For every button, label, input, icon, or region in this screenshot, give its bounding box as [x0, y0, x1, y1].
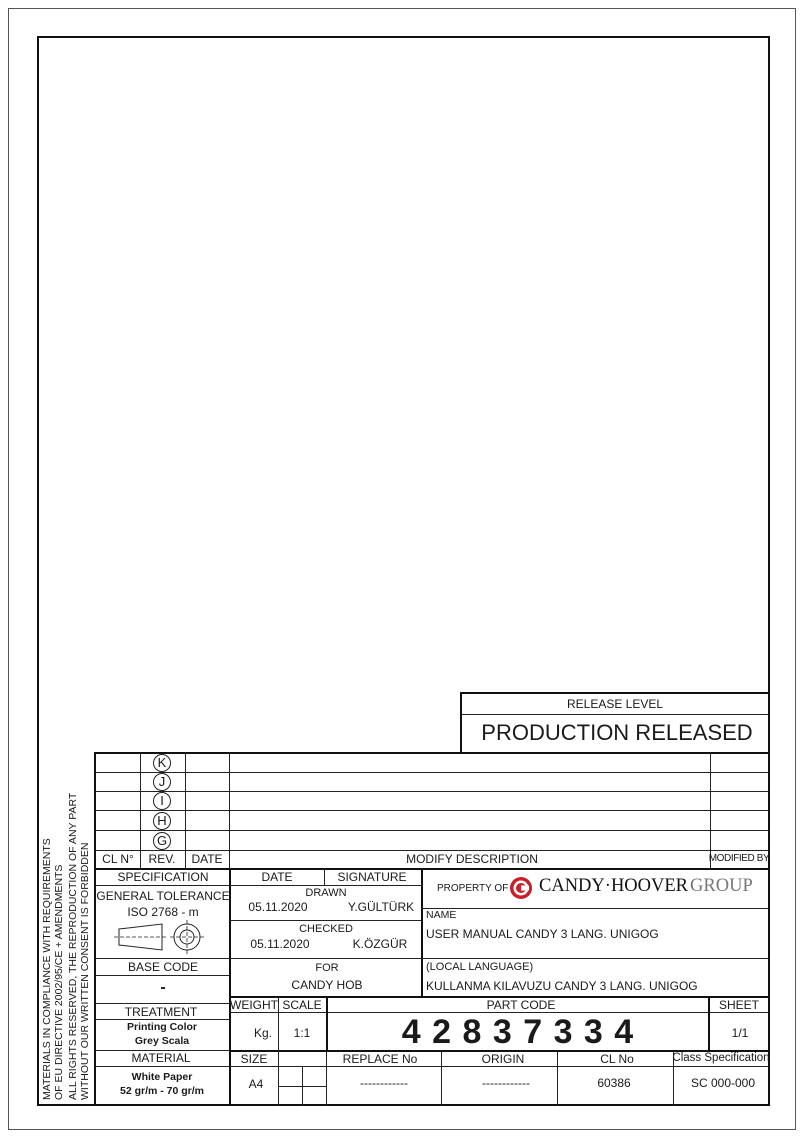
treatment-printing-color: Printing Color: [127, 1021, 197, 1033]
revision-letter-h: H: [153, 812, 171, 830]
origin-value: ------------: [482, 1076, 530, 1090]
material-label: MATERIAL: [131, 1051, 191, 1065]
material-white-paper: White Paper: [131, 1071, 193, 1083]
header-modify-description: MODIFY DESCRIPTION: [406, 852, 538, 866]
weight-label: WEIGHT: [230, 998, 278, 1012]
release-divider: [461, 714, 769, 715]
replace-value: ------------: [360, 1076, 408, 1090]
size-value: A4: [248, 1077, 264, 1091]
local-language-label: (LOCAL LANGUAGE): [426, 961, 534, 973]
header-rev: REV.: [148, 852, 176, 866]
material-weight: 52 gr/m - 70 gr/m: [119, 1085, 205, 1097]
sheet-label: SHEET: [718, 998, 760, 1012]
base-code-label: BASE CODE: [127, 960, 199, 974]
cl-no-value: 60386: [597, 1076, 631, 1090]
property-of-label: PROPERTY OF: [437, 883, 509, 894]
checked-by: K.ÖZGÜR: [352, 937, 408, 951]
sheet-value: 1/1: [731, 1026, 749, 1040]
projection-symbol-icon: [112, 920, 208, 954]
name-value: USER MANUAL CANDY 3 LANG. UNIGOG: [426, 927, 659, 941]
rights-note: ALL RIGHTS RESERVED, THE REPRODUCTION OF ANY PART WITHOUT OUR WRITTEN CONSENT IS FORBIDDEN: [67, 792, 91, 1100]
header-cl-no: CL N°: [102, 852, 134, 866]
release-status: PRODUCTION RELEASED: [481, 720, 753, 745]
treatment-grey-scala: Grey Scala: [134, 1035, 190, 1047]
part-code-value: 4 2 8 3 7 3 3 4: [401, 1013, 635, 1051]
weight-value: Kg.: [253, 1026, 273, 1040]
drawn-date: 05.11.2020: [248, 900, 308, 914]
compliance-note: MATERIALS IN COMPLIANCE WITH REQUIREMENTS OF EU DIRECTIVE 2002/95/CE + AMENDMENTS: [41, 838, 65, 1100]
header-modified-by: MODIFIED BY: [708, 853, 770, 864]
title-block-left-line: [94, 752, 96, 1106]
replace-label: REPLACE No: [342, 1052, 418, 1066]
size-label: SIZE: [240, 1052, 268, 1066]
spec-column-divider: [229, 868, 231, 1106]
approvals-date-label: DATE: [261, 870, 293, 884]
drawn-label: DRAWN: [305, 887, 347, 899]
revision-letter-j: J: [153, 773, 171, 791]
revision-letter-i: I: [153, 792, 171, 810]
for-label: FOR: [315, 962, 339, 974]
local-language-value: KULLANMA KILAVUZU CANDY 3 LANG. UNIGOG: [426, 979, 698, 993]
cl-no-label: CL No: [600, 1052, 634, 1066]
title-block-top-line: [94, 752, 770, 754]
general-tolerance: GENERAL TOLERANCE: [96, 889, 230, 903]
header-date: DATE: [191, 852, 223, 866]
class-specification-label: Class Specification: [672, 1052, 770, 1064]
name-label: NAME: [426, 909, 457, 921]
approvals-signature-label: SIGNATURE: [337, 870, 407, 884]
checked-label: CHECKED: [299, 923, 353, 935]
checked-date: 05.11.2020: [250, 937, 310, 951]
origin-label: ORIGIN: [481, 1052, 525, 1066]
candy-hoover-logo-icon: [509, 876, 533, 900]
brand-name: CANDY·HOOVER GROUP: [539, 876, 753, 896]
for-value: CANDY HOB: [291, 978, 363, 992]
scale-value: 1:1: [293, 1026, 311, 1040]
base-code-value: -: [160, 979, 166, 996]
part-code-label: PART CODE: [486, 998, 556, 1012]
release-level-label: RELEASE LEVEL: [566, 697, 664, 711]
revision-letter-k: K: [153, 754, 171, 772]
scale-label: SCALE: [282, 998, 322, 1012]
specification-title: SPECIFICATION: [117, 870, 209, 884]
treatment-label: TREATMENT: [124, 1005, 198, 1019]
revision-letter-g: G: [153, 832, 171, 850]
class-specification-value: SC 000-000: [690, 1076, 756, 1090]
iso-tolerance: ISO 2768 - m: [127, 905, 199, 919]
drawn-by: Y.GÜLTÜRK: [347, 900, 415, 914]
